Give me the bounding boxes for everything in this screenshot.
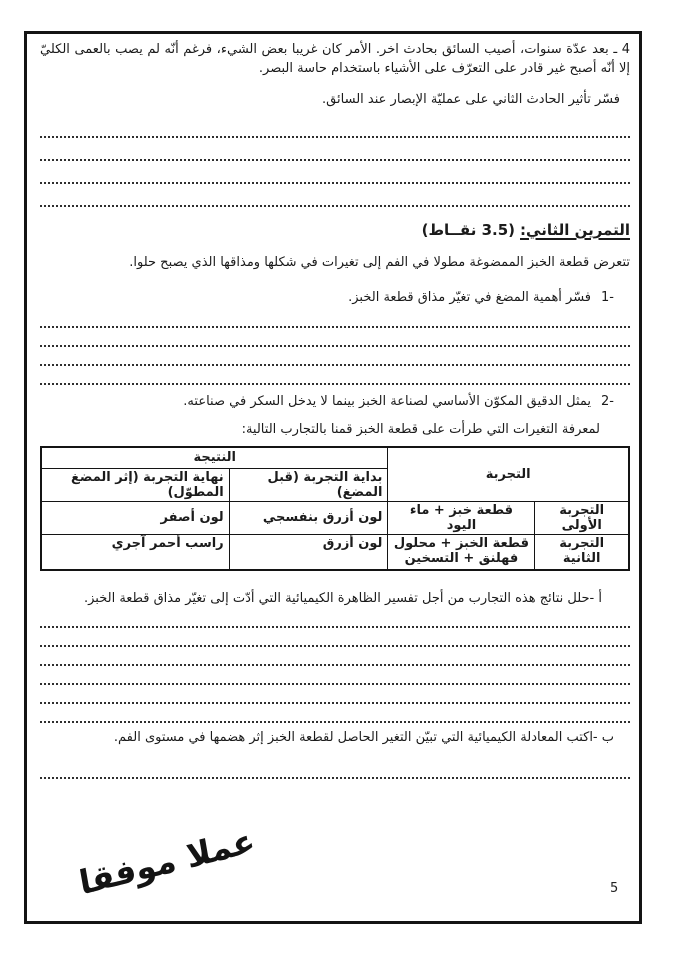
question-4-prompt: فسّر تأثير الحادث الثاني على عمليّة الإبصار عند السائق. [322, 92, 620, 107]
answer-lines-group-2 [40, 309, 630, 385]
question-a-item: أ -حلل نتائج هذه التجارب من أجل تفسير الظاهرة الكيميائية التي أدّت إلى تغيّر مذاق قطعة الخبز. [84, 591, 602, 606]
row-start-result: لون أزرق بنفسجي [229, 501, 388, 534]
table-intro: لمعرفة التغيرات التي طرأت على قطعة الخبز قمنا بالتجارب التالية: [241, 422, 600, 437]
table-subheader-end: نهاية التجربة (إثر المضغ المطوّل) [41, 468, 229, 501]
row-start-result: لون أزرق [229, 534, 388, 570]
exercise-2-intro: تتعرض قطعة الخبز الممضوغة مطولا في الفم إلى تغيرات في شكلها ومذاقها الذي يصبح حلوا. [129, 255, 630, 270]
answer-line [40, 685, 630, 704]
answer-line [40, 704, 630, 723]
question-1-marker: 1- [601, 290, 614, 305]
question-1-text: فسّر أهمية المضغ في تغيّر مذاق قطعة الخبز. [348, 290, 592, 305]
exercise-2-heading [40, 219, 630, 241]
question-2-item [40, 392, 614, 411]
question-1-item [40, 288, 614, 307]
answer-line [40, 647, 630, 666]
answer-line [40, 347, 630, 366]
question-2-text: يمثل الدقيق المكوّن الأساسي لصناعة الخبز بينما لا يدخل السكر في صناعته. [183, 394, 592, 409]
answer-line [40, 138, 630, 161]
answer-line [40, 184, 630, 207]
answer-line [40, 628, 630, 647]
row-end-result: راسب أحمر آجري [41, 534, 229, 570]
exercise-2-title: التمرين الثاني: [520, 221, 630, 239]
answer-line [40, 609, 630, 628]
row-end-result: لون أصفر [41, 501, 229, 534]
answer-line [40, 115, 630, 138]
answer-line [40, 760, 630, 779]
row-label: التجربة الأولى [535, 501, 629, 534]
row-experiment: قطعة خبز + ماء اليود [388, 501, 535, 534]
table-subheader-start: بداية التجربة (قبل المضغ) [229, 468, 388, 501]
row-label: التجربة الثانية [535, 534, 629, 570]
table-row [41, 534, 629, 570]
answer-line [40, 366, 630, 385]
exercise-2-points: (3.5 نقــاط) [421, 221, 516, 239]
row-experiment: قطعة الخبز + محلول فهلنق + التسخين [388, 534, 535, 570]
answer-lines-group-3 [40, 609, 630, 723]
answer-line [40, 666, 630, 685]
table-header-experiment: التجربة [388, 447, 629, 501]
page-border [24, 31, 642, 924]
answer-line [40, 161, 630, 184]
handwritten-good-luck-note: عملا موفقا [76, 820, 258, 903]
question-b-item: ب -اكتب المعادلة الكيميائية التي تبيّن التغير الحاصل لقطعة الخبز إثر هضمها في مستوى الفم. [113, 730, 614, 745]
answer-line [40, 309, 630, 328]
question-4-text: 4 ـ بعد عدّة سنوات، أصيب السائق بحادث اخر. الأمر كان غريبا بعض الشيء، فرغم أنّه لم يصب بالعمى الكليّ إلا أنّه أصبح غير قادر على التعرّف على الأشياء باستخدام حاسة البصر. [40, 42, 630, 76]
page-number: 5 [610, 881, 619, 896]
table-row [41, 501, 629, 534]
question-2-marker: 2- [601, 394, 614, 409]
table-header-result: النتيجة [41, 447, 388, 468]
experiments-table [40, 446, 630, 571]
answer-lines-group-1 [40, 115, 630, 207]
answer-line [40, 328, 630, 347]
